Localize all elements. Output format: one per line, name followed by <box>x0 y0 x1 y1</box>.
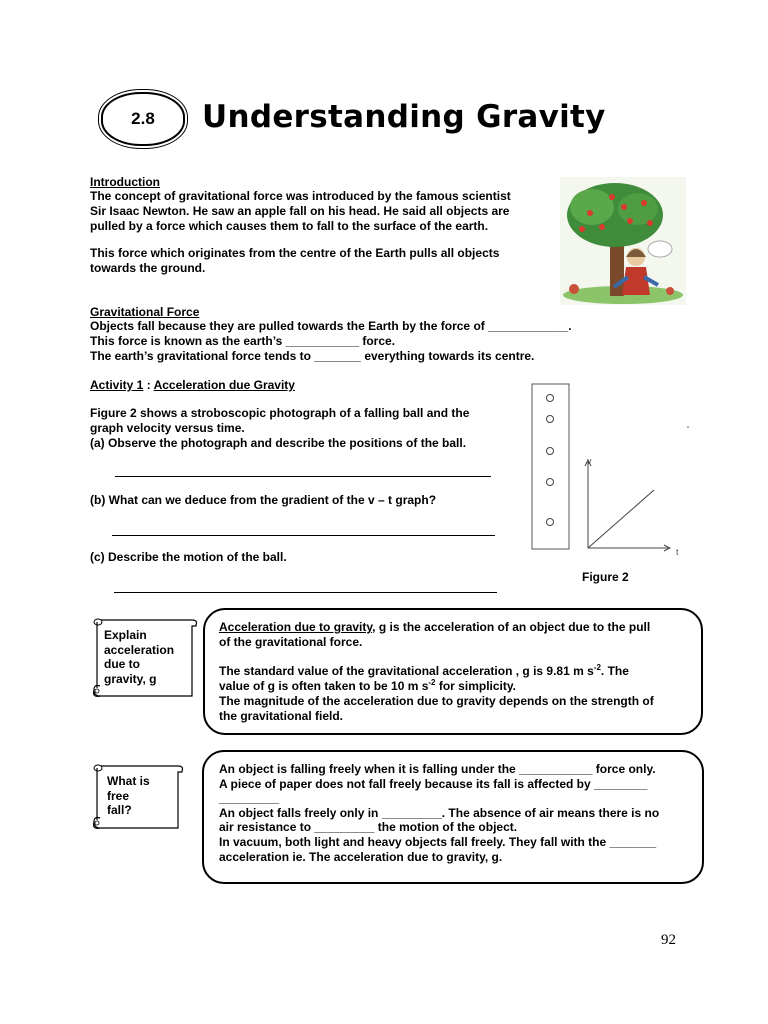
question-b: (b) What can we deduce from the gradient of the v – t graph? <box>90 493 437 507</box>
free-fall-text <box>219 762 659 864</box>
magnitude-line: The magnitude of the acceleration due to gravity depends on the strength of <box>219 694 654 708</box>
activity-title: Acceleration due Gravity <box>153 378 295 392</box>
grav-force-line: Objects fall because they are pulled towards the Earth by the force of ____________. <box>90 319 572 333</box>
approx-value-end: for simplicity. <box>435 679 516 693</box>
standard-value-text: The standard value of the gravitational acceleration , g is 9.81 m s <box>219 664 594 678</box>
definition-text <box>219 620 654 724</box>
stroboscopic-strip <box>532 384 569 549</box>
grav-force-heading: Gravitational Force <box>90 305 200 319</box>
grav-force-paragraph <box>90 319 572 364</box>
free-fall-line: air resistance to _________ the motion of the object. <box>219 820 518 835</box>
activity-line: graph velocity versus time. <box>90 421 245 435</box>
intro-line: towards the ground. <box>90 261 206 275</box>
activity-label: Activity 1 <box>90 378 144 392</box>
figure-caption: Figure 2 <box>582 570 629 584</box>
grav-force-line: The earth’s gravitational force tends to _______ everything towards its centre. <box>90 349 535 363</box>
answer-line-b[interactable] <box>112 535 495 536</box>
question-a: (a) Observe the photograph and describe the positions of the ball. <box>90 436 467 450</box>
scroll-line: What is <box>107 774 150 788</box>
question-c: (c) Describe the motion of the ball. <box>90 550 287 564</box>
free-fall-line: An object falls freely only in _________. The absence of air means there is no <box>219 805 660 820</box>
velocity-line <box>588 490 654 548</box>
intro-line: This force which originates from the centre of the Earth pulls all objects <box>90 246 500 260</box>
scroll-line: due to <box>104 657 140 671</box>
magnitude-line: the gravitational field. <box>219 709 344 723</box>
activity-heading <box>90 378 295 393</box>
approx-value-text: value of g is often taken to be 10 m s <box>219 679 429 693</box>
unit-exponent: -2 <box>593 663 601 672</box>
newton-apple-tree-illustration <box>560 177 686 305</box>
page-title: Understanding Gravity <box>202 99 606 135</box>
scroll-line: free <box>107 788 130 803</box>
definition-line: of the gravitational force. <box>219 635 363 649</box>
section-number: 2.8 <box>131 109 155 128</box>
activity-line: Figure 2 shows a stroboscopic photograph of a falling ball and the <box>90 406 470 420</box>
intro-heading: Introduction <box>90 175 160 189</box>
activity-sep: : <box>143 378 154 392</box>
intro-line: Sir Isaac Newton. He saw an apple fall on his head. He said all objects are <box>90 204 510 218</box>
unit-exponent: -2 <box>428 678 436 687</box>
free-fall-line: acceleration ie. The acceleration due to gravity, g. <box>219 849 503 864</box>
figure-2 <box>530 380 700 570</box>
scroll-text-2 <box>107 774 150 818</box>
v-axis-label: v <box>587 456 592 466</box>
definition-term: Acceleration due to gravity <box>219 620 373 634</box>
activity-intro <box>90 406 469 451</box>
answer-line-c[interactable] <box>114 592 497 593</box>
intro-paragraph-2 <box>90 246 499 276</box>
scroll-line: fall? <box>107 803 132 817</box>
answer-line-a[interactable] <box>115 476 491 477</box>
free-fall-line: In vacuum, both light and heavy objects fall freely. They fall with the _______ <box>219 834 657 849</box>
free-fall-line: _________ <box>219 791 280 806</box>
free-fall-line: A piece of paper does not fall freely because its fall is affected by ________ <box>219 776 648 791</box>
scroll-line: gravity, g <box>104 671 157 686</box>
page-number: 92 <box>661 932 676 948</box>
section-number-badge <box>101 92 185 146</box>
definition-rest: , g is the acceleration of an object due to the pull <box>372 620 651 634</box>
intro-paragraph <box>90 189 511 234</box>
grav-force-line: This force is known as the earth’s ___________ force. <box>90 334 396 348</box>
standard-value-end: . The <box>600 664 629 678</box>
t-axis-label: t <box>676 547 679 557</box>
scroll-line: Explain <box>104 628 147 642</box>
scroll-line: acceleration <box>104 642 175 657</box>
scroll-text-1 <box>104 628 174 686</box>
intro-line: pulled by a force which causes them to fall to the surface of the earth. <box>90 219 489 233</box>
intro-line: The concept of gravitational force was introduced by the famous scientist <box>90 189 511 203</box>
free-fall-line: An object is falling freely when it is falling under the ___________ force only. <box>219 762 656 776</box>
